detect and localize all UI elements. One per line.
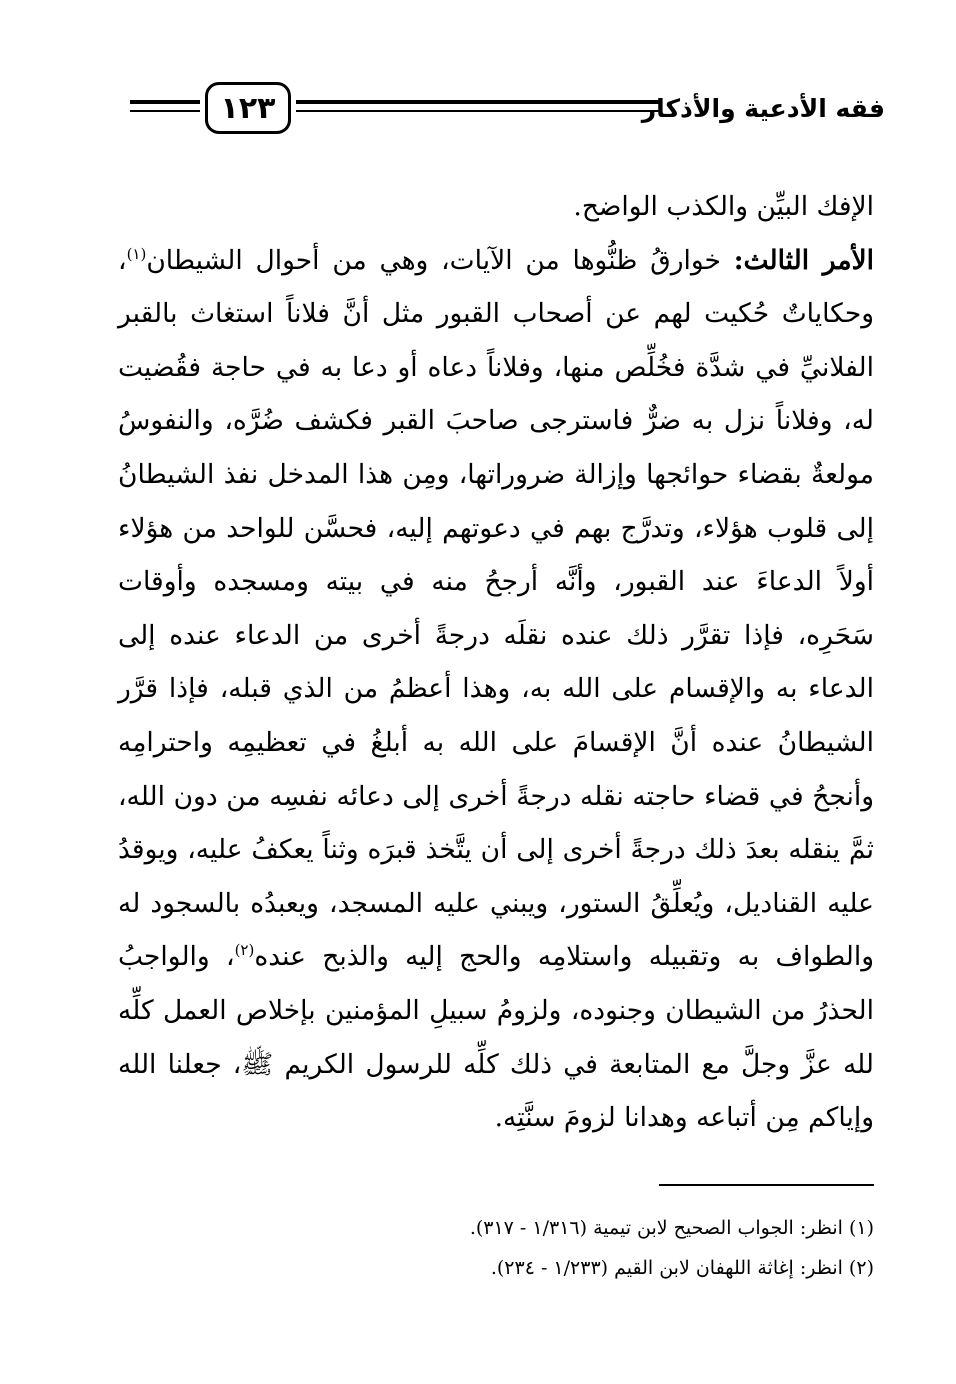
header-rule-middle-thin (296, 110, 661, 112)
paragraph (118, 234, 874, 1145)
paragraph-text-1: خوارقُ ظنُّوها من الآيات، وهي من أحوال الشيطان (146, 244, 734, 276)
header-rule-left (130, 100, 200, 104)
page-number (205, 82, 291, 134)
footnote-marker-2: (٢) (234, 941, 255, 960)
page-header (130, 82, 885, 142)
paragraph-text-2: ، وحكاياتٌ حُكيت لهم عن أصحاب القبور مثل أنَّ فلاناً استغاث بالقبر الفلانيِّ في شدَّة فخُلِّص منها، وفلاناً دعاه أو دعا به في حاجة فقُضيت له، وفلاناً نزل به ضرٌّ فاسترجى صاحبَ القبر فكشف ضُرَّه، والنفوسُ مولعةٌ بقضاء حوائجها وإزالة ضروراتها، ومِن هذا المدخل نفذ الشيطانُ إلى قلوب هؤلاء، وتدرَّج بهم في دعوتهم إليه، فحسَّن للواحد من هؤلاء أولاً الدعاءَ عند القبور، وأنَّه أرجحُ منه في بيته ومسجده وأوقات سَحَرِه، فإذا تقرَّر ذلك عنده نقلَه درجةً أخرى من الدعاء عنده إلى الدعاء به والإقسام على الله به، وهذا أعظمُ من الذي قبله، فإذا قرَّر الشيطانُ عنده أنَّ الإقسامَ على الله به أبلغُ في تعظيمِه واحترامِه وأنجحُ في قضاء حاجته نقله درجةً أخرى إلى دعائه نفسِه من دون الله، ثمَّ ينقله بعدَ ذلك درجةً أخرى إلى أن يتَّخذ قبرَه وثناً يعكفُ عليه، ويوقدُ عليه القناديل، ويُعلِّقُ الستور، ويبني عليه المسجد، ويعبدُه بالسجود له والطواف به وتقبيله واستلامِه والحج إليه والذبح عنده (118, 244, 875, 973)
footnotes (118, 1208, 874, 1288)
header-rule-middle (296, 100, 661, 104)
footnote-marker-1: (١) (126, 244, 147, 263)
page-number-text: ١٢٣ (220, 90, 276, 126)
section-heading: الأمر الثالث: (733, 244, 874, 276)
paragraph-text-3: ، والواجبُ الحذرُ من الشيطان وجنوده، ولزومُ سبيلِ المؤمنين بإخلاص العمل كلِّه لله عزَّ وجلَّ مع المتابعة في ذلك كلِّه للرسول الكريم ﷺ، جعلنا الله وإياكم مِن أتباعه وهدانا لزومَ سنَّتِه. (118, 941, 874, 1134)
footnote-2: (٢) انظر: إغاثة اللهفان لابن القيم (١/٢٣٣ - ٢٣٤). (490, 1257, 874, 1279)
footnote-separator (659, 1184, 874, 1186)
footnote-1: (١) انظر: الجواب الصحيح لابن تيمية (١/٣١٦ - ٣١٧). (469, 1217, 874, 1239)
opening-line: الإفك البيِّن والكذب الواضح. (573, 191, 874, 222)
book-title: فقه الأدعية والأذكار (641, 94, 885, 123)
main-text (118, 180, 874, 1145)
header-rule-left-thin (130, 110, 200, 112)
